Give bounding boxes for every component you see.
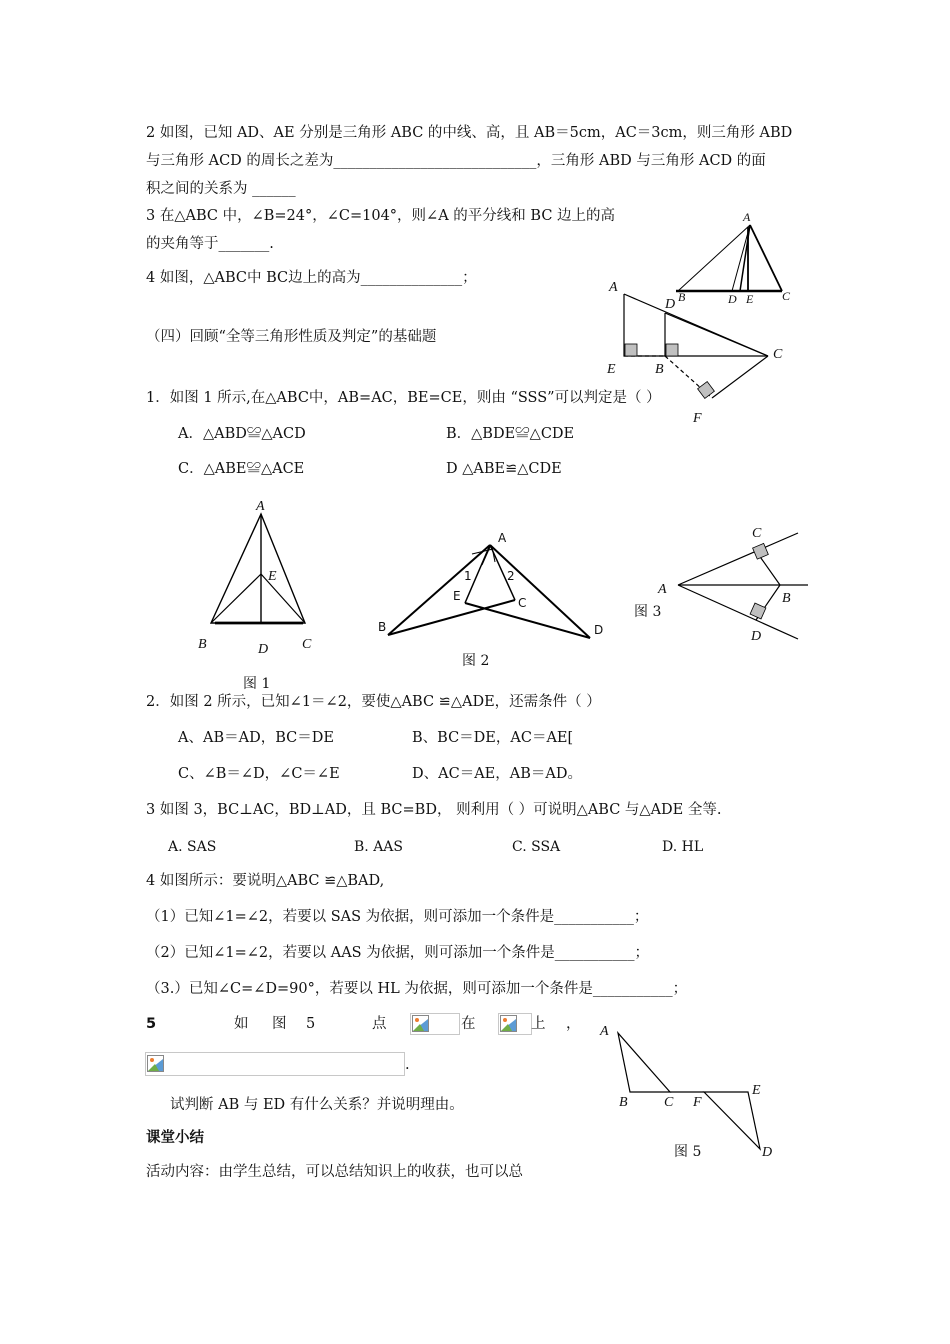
p2-option-c: C、∠B＝∠D，∠C＝∠E (178, 766, 340, 782)
q2-line2: 与三角形 ACD 的周长之差为____________________________，三角形 ABD 与三角形 ACD 的面 (146, 153, 766, 169)
fig1-label-b: B (198, 637, 207, 652)
p3-stem: 3 如图 3，BC⊥AC，BD⊥AD，且 BC=BD， 则利用（ ）可说明△ABC 与△ADE 全等. (146, 802, 722, 818)
fig2-label-1: 1 (464, 569, 472, 583)
fig3-label-d: D (751, 629, 762, 644)
fig-q4-label-c: C (773, 347, 783, 362)
p4-stem: 4 如图所示：要说明△ABC ≌△BAD, (146, 873, 385, 889)
fig5-label-f: F (693, 1095, 702, 1110)
p5-question: 试判断 AB 与 ED 有什么关系？并说明理由。 (170, 1097, 464, 1113)
broken-image-icon (500, 1015, 517, 1032)
figure-1 (205, 510, 315, 630)
figure-5 (610, 1025, 773, 1160)
fig-top-label-d: D (728, 292, 737, 306)
q3-line1: 3 在△ABC 中，∠B=24°，∠C=104°，则∠A 的平分线和 BC 边上的高 (146, 208, 616, 224)
p3-option-b: B. AAS (354, 839, 403, 855)
fig1-caption: 图 1 (243, 676, 271, 692)
fig2-label-b: B (378, 620, 387, 634)
fig-top-label-a: A (743, 210, 751, 224)
fig3-label-a: A (658, 582, 667, 597)
fig-q4-label-b: B (655, 362, 664, 377)
fig5-label-b: B (619, 1095, 628, 1110)
fig-top-label-e: E (746, 292, 754, 306)
p4-condition-3: （3.）已知∠C=∠D=90°，若要以 HL 为依据，则可添加一个条件是___________； (146, 981, 688, 997)
fig2-label-2: 2 (507, 569, 515, 583)
summary-text: 活动内容：由学生总结，可以总结知识上的收获，也可以总 (146, 1164, 523, 1180)
p2-option-a: A、AB＝AD，BC＝DE (178, 730, 334, 746)
figure-2 (380, 530, 610, 650)
broken-image-placeholder-1 (410, 1013, 460, 1035)
fig5-caption: 图 5 (674, 1144, 702, 1160)
broken-image-placeholder-3 (145, 1052, 405, 1076)
fig3-label-c: C (752, 526, 762, 541)
p5-word-3: 5 (306, 1016, 316, 1032)
p3-option-a: A. SAS (168, 839, 217, 855)
p5-word-1: 如 (234, 1016, 249, 1032)
p5-word-4: 点 (372, 1016, 387, 1032)
fig5-label-c: C (664, 1095, 674, 1110)
fig-q4-label-d: D (665, 297, 676, 312)
fig2-label-e: E (453, 589, 461, 603)
section4-title: （四）回顾“全等三角形性质及判定”的基础题 (146, 329, 437, 345)
broken-image-placeholder-2 (498, 1013, 532, 1035)
p5-number: 5 (146, 1016, 157, 1032)
fig3-label-b: B (782, 591, 791, 606)
fig-top-label-b: B (678, 290, 686, 304)
fig3-caption: 图 3 (634, 604, 662, 620)
fig-q4-label-e: E (607, 362, 616, 377)
figure-q4 (600, 280, 800, 430)
fig-q4-label-f: F (693, 411, 702, 426)
p1-stem: 1．如图 1 所示,在△ABC中，AB=AC，BE=CE，则由 “SSS”可以判定是（ ） (146, 390, 661, 406)
p2-stem: 2．如图 2 所示，已知∠1＝∠2，要使△ABC ≌△ADE，还需条件（ ） (146, 694, 601, 710)
broken-image-icon (412, 1015, 429, 1032)
p1-option-d: D △ABE≌△CDE (446, 461, 562, 477)
p3-option-d: D. HL (662, 839, 704, 855)
p5-word-6: 上 (531, 1016, 546, 1032)
p5-period: . (405, 1057, 410, 1073)
p4-condition-1: （1）已知∠1=∠2，若要以 SAS 为依据，则可添加一个条件是___________； (146, 909, 649, 925)
p1-option-b: B．△BDE≌△CDE (446, 426, 575, 442)
fig-q4-label-a: A (609, 280, 618, 295)
fig1-label-e: E (268, 569, 277, 584)
fig-top-label-c: C (782, 289, 791, 303)
summary-title: 课堂小结 (146, 1130, 204, 1146)
p2-option-d: D、AC＝AE，AB＝AD。 (412, 766, 582, 782)
fig5-label-a: A (600, 1024, 609, 1039)
p5-word-7: ， (566, 1016, 581, 1032)
fig2-label-d: D (594, 623, 604, 637)
fig1-label-c: C (302, 637, 312, 652)
fig2-label-a: A (498, 531, 507, 545)
fig5-label-e: E (752, 1083, 761, 1098)
p2-option-b: B、BC＝DE，AC＝AE[ (412, 730, 574, 746)
p5-word-2: 图 (272, 1016, 287, 1032)
fig1-label-d: D (258, 642, 269, 657)
p1-option-a: A．△ABD≌△ACD (178, 426, 306, 442)
figure-3 (670, 525, 810, 645)
broken-image-icon (147, 1055, 164, 1072)
p5-word-5: 在 (461, 1016, 476, 1032)
p3-option-c: C. SSA (512, 839, 561, 855)
q3-line2: 的夹角等于_______. (146, 236, 274, 252)
p4-condition-2: （2）已知∠1=∠2，若要以 AAS 为依据，则可添加一个条件是___________； (146, 945, 649, 961)
q2-line3: 积之间的关系为 ______ (146, 181, 296, 197)
fig1-label-a: A (256, 499, 265, 514)
q4-text: 4 如图，△ABC中 BC边上的高为______________； (146, 270, 477, 286)
q2-line1: 2 如图，已知 AD、AE 分别是三角形 ABC 的中线、高，且 AB＝5cm，AC＝3cm，则三角形 ABD (146, 125, 793, 141)
fig5-label-d: D (762, 1145, 773, 1160)
p1-option-c: C．△ABE≌△ACE (178, 461, 305, 477)
fig2-label-c: C (518, 596, 527, 610)
fig2-caption: 图 2 (462, 653, 490, 669)
